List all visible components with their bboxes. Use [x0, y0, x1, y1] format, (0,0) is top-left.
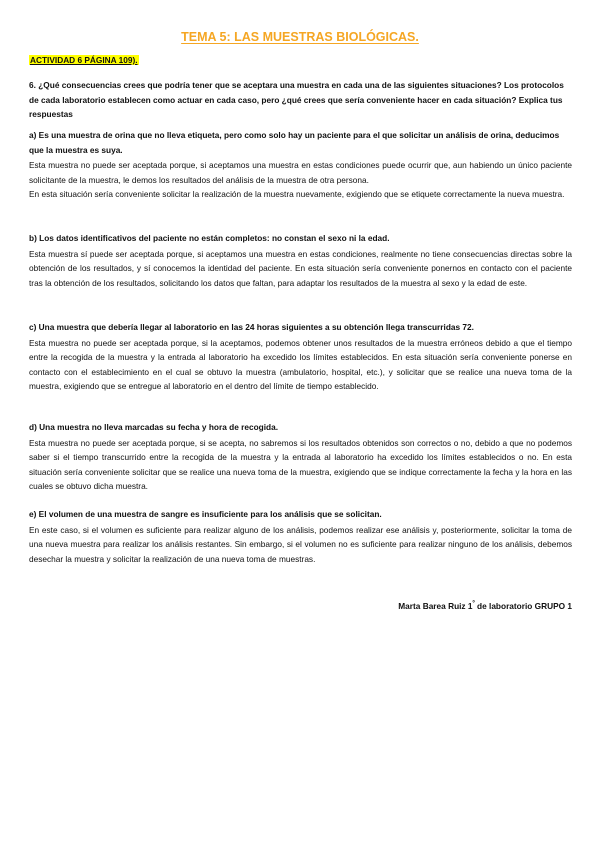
activity-label: ACTIVIDAD 6 PÁGINA 109). — [30, 55, 138, 65]
page-title: TEMA 5: LAS MUESTRAS BIOLÓGICAS. — [181, 30, 419, 44]
answer-a-1: Esta muestra no puede ser aceptada porque, si aceptamos una muestra en estas condiciones puede ocurrir que, aun habiendo un único paciente solicitante de la muestra, le demos los resultados del análisis de la muestra de otra persona. — [29, 160, 572, 185]
signature-rest: de laboratorio GRUPO 1 — [474, 601, 572, 611]
answer-e-1: En este caso, si el volumen es suficiente para realizar alguno de los análisis, podemos realizar ese análisis y, posteriormente, solicitar la toma de una nueva muestra para realizar los análisis restantes. Sin embargo, si el volumen no es suficiente para realizar ninguno de los análisis, debemos desechar la muestra y solicitar la realización de una nueva toma de muestras. — [29, 524, 572, 564]
section-e — [29, 507, 572, 566]
question-e: e) El volumen de una muestra de sangre es insuficiente para los análisis que se solicitan. — [29, 509, 382, 519]
question-c: c) Una muestra que debería llegar al laboratorio en las 24 horas siguientes a su obtención llega transcurridas 72. — [29, 322, 474, 332]
section-b — [29, 231, 572, 290]
signature — [398, 601, 572, 611]
answer-d-1: Esta muestra no puede ser aceptada porque, si se acepta, no sabremos si los resultados obtenidos son correctos o no, debido a que no podemos saber si el tiempo transcurrido entre la recogida de la muestra y la entrada al laboratorio ha excedido los límites establecidos o no. En esta situación sería conveniente solicitar que se realice una nueva toma de la muestra, exigiendo que se indique correctamente la fecha y la hora en las cuales se obtuvo dicha muestra. — [29, 437, 572, 491]
signature-superscript: º — [472, 601, 475, 608]
answer-c-1: Esta muestra no puede ser aceptada porque, si la aceptamos, podemos obtener unos resultados de la muestra erróneos debido a que el tiempo entre la recogida de la muestra y la entrada al laboratorio ha excedido los límites establecidos. En esta situación sería conveniente ponerse en contacto con el establecimiento en el cual se obtuvo la muestra (ambulatorio, hospital, etc.), y solicitar que se realice una nueva toma de la muestra, exigiendo que se entregue al laboratorio en el dentro del límite de tiempo establecido. — [29, 337, 572, 391]
section-c — [29, 320, 572, 394]
question-a: a) Es una muestra de orina que no lleva etiqueta, pero como solo hay un paciente para el que solicitar un análisis de orina, deducimos que la muestra es suya. — [29, 130, 560, 155]
question-b: b) Los datos identificativos del paciente no están completos: no constan el sexo ni la edad. — [29, 233, 390, 243]
intro-question: 6. ¿Qué consecuencias crees que podría tener que se aceptara una muestra en cada una de las siguientes situaciones? Los protocolos de cada laboratorio establecen como actuar en cada caso, pero ¿qué crees que sería conveniente hacer en cada situación? Explica tus respuestas — [29, 80, 564, 119]
section-a — [29, 128, 572, 202]
answer-a-2: En esta situación sería conveniente solicitar la realización de la muestra nuevamente, exigiendo que se etiquete correctamente la nueva muestra. — [29, 189, 565, 199]
section-d — [29, 420, 572, 494]
answer-b-1: Esta muestra sí puede ser aceptada porque, si aceptamos una muestra en estas condiciones, realmente no tiene consecuencias directas sobre la obtención de los resultados, y sí conocemos la identidad del paciente. En esta situación sería conveniente ponernos en contacto con el paciente tras la obtención de los resultados, solicitando los datos que faltan, para adaptar los resultados de la muestra al sexo y la edad de este. — [29, 248, 572, 288]
signature-name: Marta Barea Ruiz 1 — [398, 601, 473, 611]
question-d: d) Una muestra no lleva marcadas su fecha y hora de recogida. — [29, 422, 278, 432]
